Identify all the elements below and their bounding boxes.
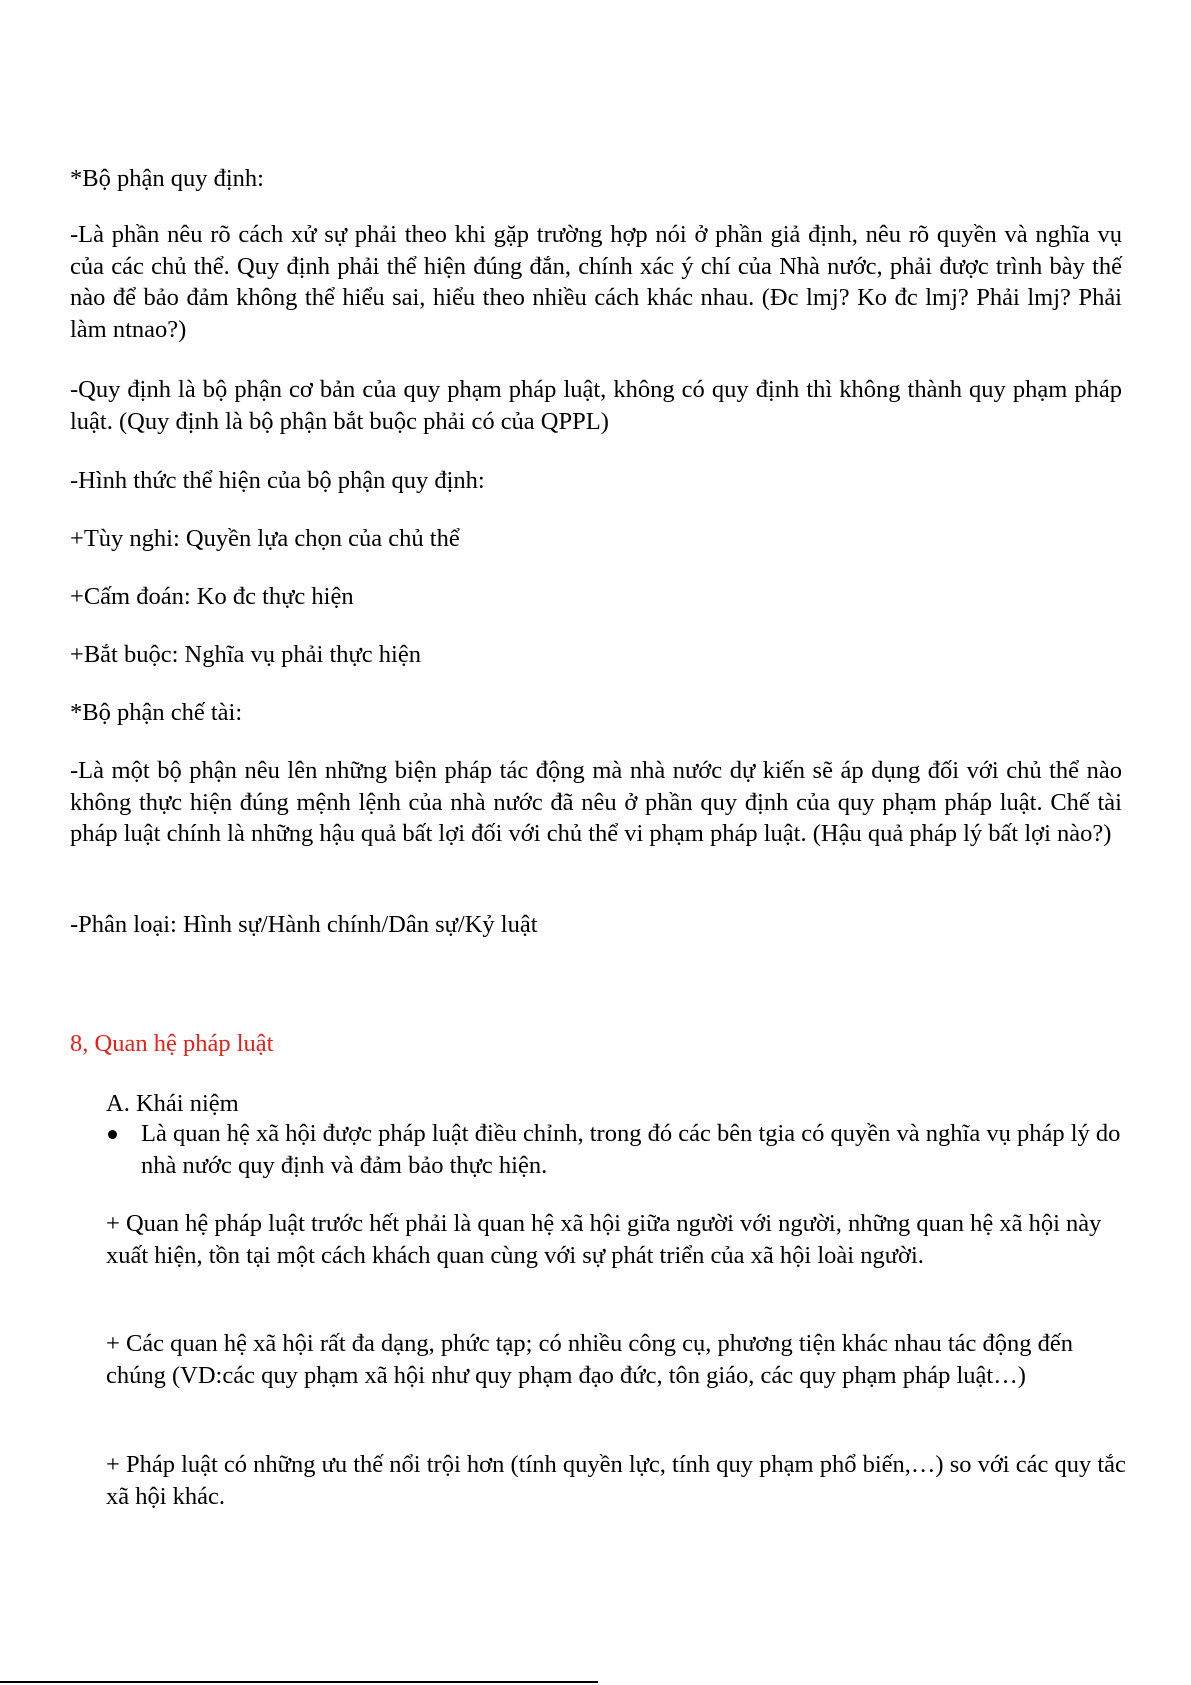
che-tai-heading: *Bộ phận chế tài: bbox=[70, 699, 243, 726]
footer-rule bbox=[0, 1681, 598, 1683]
quy-dinh-paragraph-2: -Quy định là bộ phận cơ bản của quy phạm pháp luật, không có quy định thì không thành quy phạm pháp luật. (Quy định là bộ phận bắt buộc phải có của QPPL) bbox=[70, 376, 1122, 435]
section-8-heading: 8, Quan hệ pháp luật bbox=[70, 1030, 274, 1057]
plus-item-1: + Quan hệ pháp luật trước hết phải là quan hệ xã hội giữa người với người, những quan hệ xã hội này xuất hiện, tồn tại một cách khách quan cùng với sự phát triển của xã hội loài người. bbox=[106, 1210, 1102, 1269]
quy-dinh-paragraph-1: -Là phần nêu rõ cách xử sự phải theo khi gặp trường hợp nói ở phần giả định, nêu rõ quyền và nghĩa vụ của các chủ thể. Quy định phải thể hiện đúng đắn, chính xác ý chí của Nhà nước, phải được trình bày thế nào để bảo đảm không thể hiểu sai, hiểu theo nhiều cách khác nhau. (Đc lmj? Ko đc lmj? Phải lmj? Phải làm ntnao?) bbox=[70, 221, 1122, 343]
plus-item-3: + Pháp luật có những ưu thế nổi trội hơn (tính quyền lực, tính quy phạm phổ biến,…) so với các quy tắc xã hội khác. bbox=[106, 1451, 1126, 1510]
bat-buoc-line: +Bắt buộc: Nghĩa vụ phải thực hiện bbox=[70, 641, 421, 668]
bullet-dot-icon bbox=[108, 1130, 117, 1139]
khai-niem-subheading: A. Khái niệm bbox=[106, 1090, 239, 1117]
hinh-thuc-line: -Hình thức thể hiện của bộ phận quy định: bbox=[70, 467, 485, 494]
tuy-nghi-line: +Tùy nghi: Quyền lựa chọn của chủ thể bbox=[70, 525, 460, 552]
che-tai-paragraph: -Là một bộ phận nêu lên những biện pháp tác động mà nhà nước dự kiến sẽ áp dụng đối với chủ thể nào không thực hiện đúng mệnh lệnh của nhà nước đã nêu ở phần quy định của quy phạm pháp luật. Chế tài pháp luật chính là những hậu quả bất lợi đối với chủ thể vi phạm pháp luật. (Hậu quả pháp lý bất lợi nào?) bbox=[70, 757, 1122, 847]
cam-doan-line: +Cấm đoán: Ko đc thực hiện bbox=[70, 583, 354, 610]
phan-loai-line: -Phân loại: Hình sự/Hành chính/Dân sự/Kỷ luật bbox=[70, 911, 538, 938]
quy-dinh-heading: *Bộ phận quy định: bbox=[70, 165, 264, 192]
khai-niem-bullet: Là quan hệ xã hội được pháp luật điều chỉnh, trong đó các bên tgia có quyền và nghĩa vụ pháp lý do nhà nước quy định và đảm bảo thực hiện. bbox=[141, 1120, 1121, 1179]
plus-item-2: + Các quan hệ xã hội rất đa dạng, phức tạp; có nhiều công cụ, phương tiện khác nhau tác động đến chúng (VD:các quy phạm xã hội như quy phạm đạo đức, tôn giáo, các quy phạm pháp luật…) bbox=[106, 1330, 1074, 1389]
